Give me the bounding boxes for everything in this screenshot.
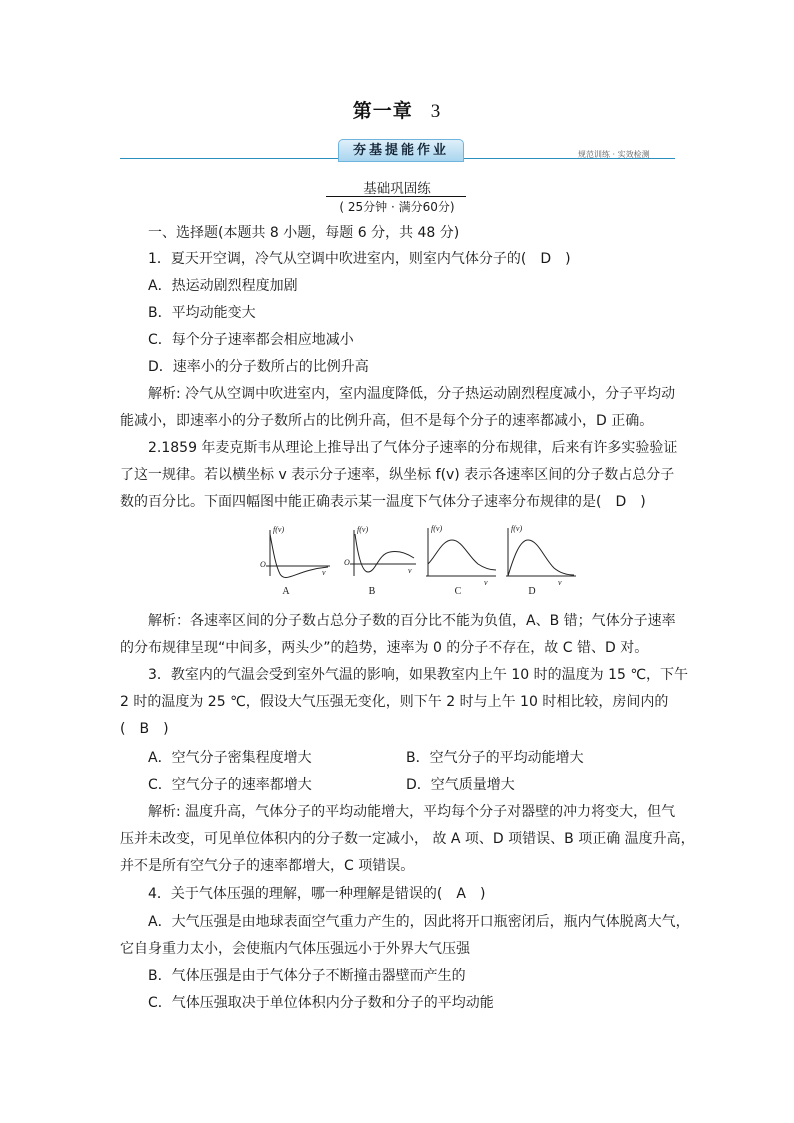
option-1a: A．热运动剧烈程度加剧 (148, 278, 298, 294)
figure-d-label: D (528, 586, 536, 597)
figure-b-label: B (368, 586, 376, 597)
figure-d-graph (502, 526, 578, 586)
option-4b: B．气体压强是由于气体分子不断撞击器壁而产生的 (148, 968, 466, 984)
banner-tagline: 规范训练 · 实效检测 (578, 150, 650, 159)
section-banner: 夯基提能作业 (338, 139, 464, 162)
option-3a: A．空气分子密集程度增大 (148, 750, 312, 766)
option-3b: B．空气分子的平均动能增大 (406, 750, 584, 766)
solution-2-line-1: 解析：各速率区间的分子数占总分子数的百分比不能为负值，A、B 错；气体分子速率 (148, 613, 676, 629)
question-2-line-3: 数的百分比。下面四幅图中能正确表示某一温度下气体分子速率分布规律的是( D ) (120, 494, 646, 510)
section-rule (326, 196, 466, 197)
figure-a-label: A (282, 586, 290, 597)
figure-c-ylabel: f(v) (431, 524, 443, 533)
figure-a-ylabel: f(v) (273, 525, 285, 534)
figure-b-origin: O (344, 558, 350, 567)
chapter-number: 3 (430, 101, 442, 122)
solution-3-line-1: 解析: 温度升高，气体分子的平均动能增大，平均每个分子对器壁的冲力将变大，但气 (148, 804, 676, 820)
section-title: 基础巩固练 (363, 181, 431, 197)
solution-3-line-2: 压并未改变，可见单位体积内的分子数一定减小， 故 A 项、D 项错误、B 项正确 温度升高， (120, 831, 695, 847)
figure-b (342, 526, 414, 598)
question-3-line-2: 2 时的温度为 25 ℃，假设大气压强无变化，则下午 2 时与上午 10 时相比较，房间内的 (120, 694, 669, 710)
question-4: 4．关于气体压强的理解，哪一种理解是错误的( A ) (148, 886, 486, 902)
figure-d-ylabel: f(v) (511, 524, 523, 533)
option-4a-line-1: A．大气压强是由地球表面空气重力产生的，因此将开口瓶密闭后，瓶内气体脱离大气， (148, 914, 690, 930)
solution-1-line-1: 解析: 冷气从空调中吹进室内，室内温度降低，分子热运动剧烈程度减小，分子平均动 (148, 386, 676, 402)
solution-2-line-2: 的分布规律呈现“中间多，两头少”的趋势，速率为 0 的分子不存在，故 C 错、D 对。 (120, 640, 649, 656)
figure-d-xlabel: v (558, 578, 562, 587)
figure-b-ylabel: f(v) (357, 525, 369, 534)
figure-c-xlabel: v (484, 578, 488, 587)
instructions: 一、选择题(本题共 8 小题，每题 6 分，共 48 分) (148, 225, 460, 241)
option-1b: B．平均动能变大 (148, 305, 256, 321)
figure-c (422, 526, 494, 598)
figure-d (502, 526, 574, 598)
figure-a (256, 526, 328, 598)
option-1d: D．速率小的分子数所占的比例升高 (148, 359, 369, 375)
distribution-figures (256, 526, 566, 598)
question-3-line-1: 3．教室内的气温会受到室外气温的影响，如果教室内上午 10 时的温度为 15 ℃，下午 (148, 667, 689, 683)
option-4c: C．气体压强取决于单位体积内分子数和分子的平均动能 (148, 995, 494, 1011)
figure-c-graph (422, 526, 498, 586)
option-4a-line-2: 它自身重力太小，会使瓶内气体压强远小于外界大气压强 (120, 941, 470, 957)
figure-b-xlabel: v (408, 566, 412, 575)
solution-3-line-3: 并不是所有空气分子的速率都增大，C 项错误。 (120, 858, 415, 874)
figure-a-xlabel: v (322, 568, 326, 577)
solution-1-line-2: 能减小，即速率小的分子数所占的比例升高，但不是每个分子的速率都减小，D 正确。 (120, 413, 654, 429)
figure-a-origin: O (260, 560, 266, 569)
figure-a-graph (256, 526, 332, 586)
option-3c: C．空气分子的速率都增大 (148, 777, 312, 793)
option-1c: C．每个分子速率都会相应地减小 (148, 332, 354, 348)
question-2-line-2: 了这一规律。若以横坐标 v 表示分子速率，纵坐标 f(v) 表示各速率区间的分子数占总分子 (120, 467, 675, 483)
chapter-title (0, 96, 794, 123)
option-3d: D．空气质量增大 (406, 777, 515, 793)
question-1: 1．夏天开空调，冷气从空调中吹进室内，则室内气体分子的( D ) (148, 251, 571, 267)
question-3-line-3: ( B ) (120, 721, 169, 737)
chapter-label: 第一章 (352, 100, 413, 122)
figure-c-label: C (454, 586, 462, 597)
section-subtitle: ( 25分钟 · 满分60分) (339, 200, 455, 214)
question-2-line-1: 2.1859 年麦克斯韦从理论上推导出了气体分子速率的分布规律，后来有许多实验验证 (148, 440, 678, 456)
figure-b-graph (342, 526, 418, 586)
